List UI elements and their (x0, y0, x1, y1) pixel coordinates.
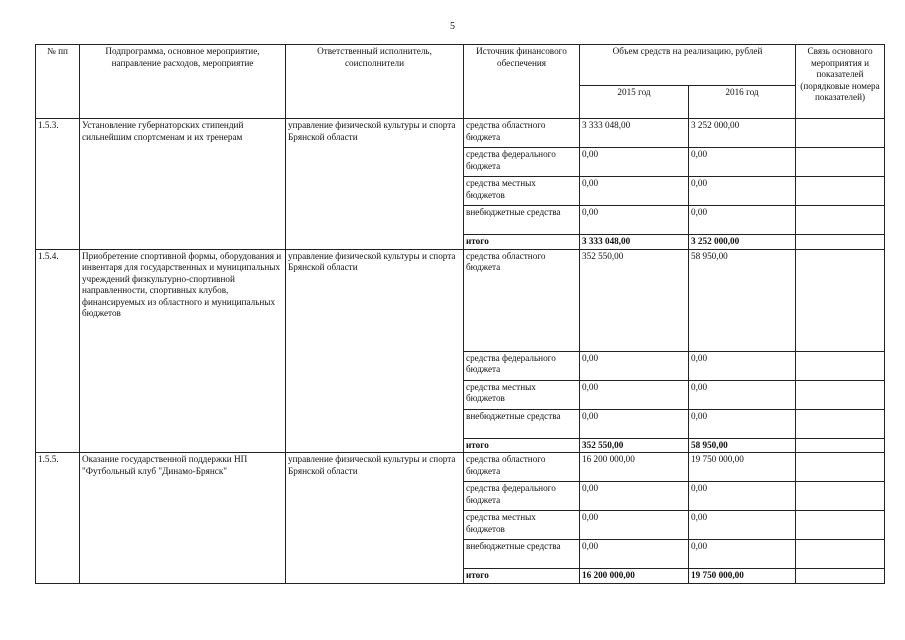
value-2015: 352 550,00 (580, 249, 689, 351)
total-2015: 16 200 000,00 (580, 569, 689, 584)
total-2016: 19 750 000,00 (689, 569, 796, 584)
link-cell (796, 380, 885, 409)
source-cell: средства федерального бюджета (464, 148, 580, 177)
value-2015: 0,00 (580, 380, 689, 409)
header-executor: Ответственный исполнитель, соисполнители (286, 45, 464, 119)
value-2016: 19 750 000,00 (689, 453, 796, 482)
link-cell (796, 482, 885, 511)
link-cell (796, 351, 885, 380)
total-2016: 58 950,00 (689, 438, 796, 453)
value-2016: 0,00 (689, 482, 796, 511)
value-2015: 16 200 000,00 (580, 453, 689, 482)
table-header (36, 45, 885, 119)
value-2016: 0,00 (689, 380, 796, 409)
row-number: 1.5.4. (36, 249, 80, 453)
value-2015: 0,00 (580, 177, 689, 206)
source-cell: средства местных бюджетов (464, 177, 580, 206)
source-cell: средства областного бюджета (464, 453, 580, 482)
budget-table (35, 44, 885, 584)
header-link: Связь основного мероприятия и показателей (порядковые номера показателей) (796, 45, 885, 119)
source-cell: внебюджетные средства (464, 206, 580, 235)
source-cell: средства областного бюджета (464, 249, 580, 351)
source-cell: средства местных бюджетов (464, 511, 580, 540)
link-cell (796, 569, 885, 584)
row-number: 1.5.5. (36, 453, 80, 584)
executor-cell: управление физической культуры и спорта Брянской области (286, 453, 464, 584)
source-cell: средства областного бюджета (464, 119, 580, 148)
total-2016: 3 252 000,00 (689, 235, 796, 250)
value-2015: 0,00 (580, 206, 689, 235)
value-2015: 0,00 (580, 409, 689, 438)
total-label: итого (464, 569, 580, 584)
total-label: итого (464, 438, 580, 453)
total-label: итого (464, 235, 580, 250)
value-2016: 0,00 (689, 206, 796, 235)
row-number: 1.5.3. (36, 119, 80, 250)
total-2015: 3 333 048,00 (580, 235, 689, 250)
header-num: № пп (36, 45, 80, 119)
value-2015: 0,00 (580, 482, 689, 511)
source-cell: средства федерального бюджета (464, 351, 580, 380)
link-cell (796, 235, 885, 250)
table-row (36, 119, 885, 148)
table-body (36, 119, 885, 584)
value-2015: 0,00 (580, 511, 689, 540)
header-year-2016: 2016 год (689, 86, 796, 119)
header-program: Подпрограмма, основное мероприятие, направление расходов, мероприятие (80, 45, 286, 119)
program-cell: Установление губернаторских стипендий сильнейшим спортсменам и их тренерам (80, 119, 286, 250)
value-2016: 0,00 (689, 148, 796, 177)
value-2016: 0,00 (689, 409, 796, 438)
link-cell (796, 409, 885, 438)
executor-cell: управление физической культуры и спорта Брянской области (286, 249, 464, 453)
value-2016: 0,00 (689, 177, 796, 206)
total-2015: 352 550,00 (580, 438, 689, 453)
table-row (36, 249, 885, 351)
source-cell: средства федерального бюджета (464, 482, 580, 511)
page-number: 5 (450, 21, 455, 32)
link-cell (796, 119, 885, 148)
value-2016: 3 252 000,00 (689, 119, 796, 148)
link-cell (796, 206, 885, 235)
table-row (36, 453, 885, 482)
header-source: Источник финансового обеспечения (464, 45, 580, 119)
link-cell (796, 177, 885, 206)
program-cell: Оказание государственной поддержки НП "Футбольный клуб "Динамо-Брянск" (80, 453, 286, 584)
source-cell: средства местных бюджетов (464, 380, 580, 409)
link-cell (796, 540, 885, 569)
value-2016: 58 950,00 (689, 249, 796, 351)
link-cell (796, 148, 885, 177)
value-2016: 0,00 (689, 351, 796, 380)
link-cell (796, 249, 885, 351)
executor-cell: управление физической культуры и спорта Брянской области (286, 119, 464, 250)
header-year-2015: 2015 год (580, 86, 689, 119)
header-amount: Объем средств на реализацию, рублей (580, 45, 796, 86)
source-cell: внебюджетные средства (464, 540, 580, 569)
value-2015: 0,00 (580, 540, 689, 569)
value-2015: 3 333 048,00 (580, 119, 689, 148)
link-cell (796, 453, 885, 482)
link-cell (796, 511, 885, 540)
value-2016: 0,00 (689, 540, 796, 569)
source-cell: внебюджетные средства (464, 409, 580, 438)
link-cell (796, 438, 885, 453)
value-2015: 0,00 (580, 351, 689, 380)
program-cell: Приобретение спортивной формы, оборудования и инвентаря для государственных и муниципальных учреждений физкультурно-спортивной направленности, спортивных клубов, финансируемых из областного и муниципальных бюджетов (80, 249, 286, 453)
value-2015: 0,00 (580, 148, 689, 177)
value-2016: 0,00 (689, 511, 796, 540)
